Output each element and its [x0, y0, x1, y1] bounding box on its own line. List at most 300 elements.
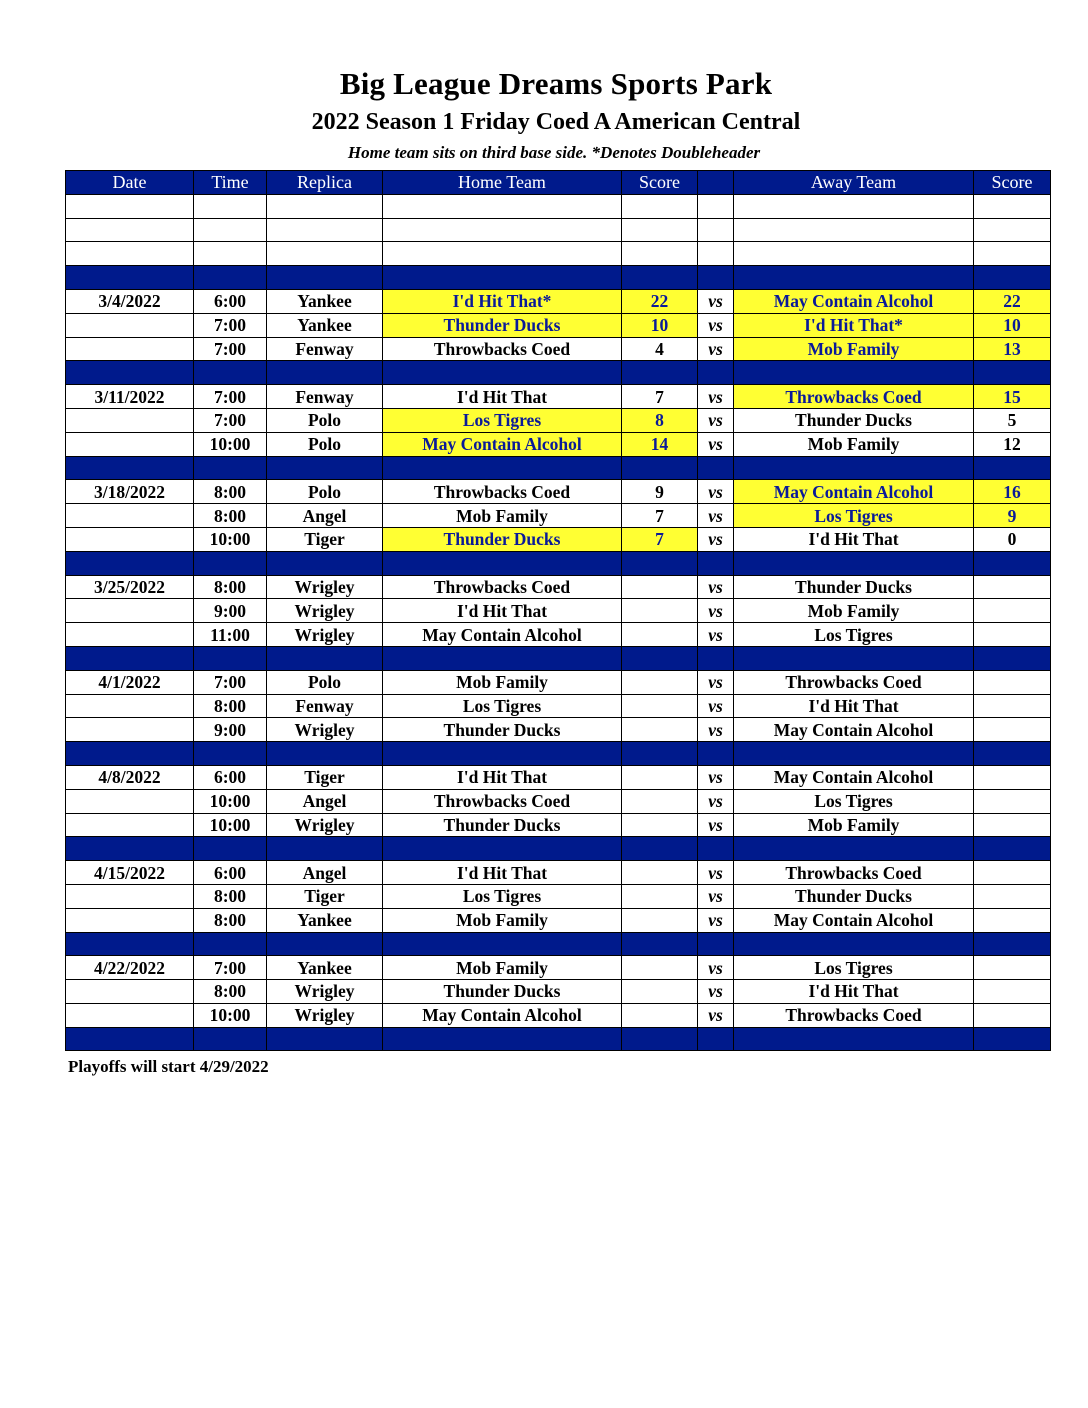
field-name: Yankee: [267, 289, 383, 313]
empty-cell: [194, 218, 267, 242]
empty-cell: [974, 242, 1051, 266]
home-score: [622, 813, 698, 837]
game-time: 6:00: [194, 289, 267, 313]
table-row: [66, 789, 1051, 813]
week-separator-row: [66, 646, 1051, 670]
game-time: 7:00: [194, 313, 267, 337]
empty-cell: [383, 551, 622, 575]
vs-label: vs: [698, 884, 734, 908]
game-date: [66, 599, 194, 623]
away-score: [974, 670, 1051, 694]
home-score: 7: [622, 527, 698, 551]
home-score: 22: [622, 289, 698, 313]
field-name: Polo: [267, 432, 383, 456]
game-date: [66, 408, 194, 432]
game-date: 4/15/2022: [66, 861, 194, 885]
col-header-time: Time: [194, 171, 267, 195]
field-name: Wrigley: [267, 718, 383, 742]
vs-label: vs: [698, 504, 734, 528]
empty-cell: [66, 646, 194, 670]
field-name: Wrigley: [267, 1003, 383, 1027]
page-title: Big League Dreams Sports Park: [339, 66, 773, 101]
game-time: 8:00: [194, 908, 267, 932]
game-date: 4/1/2022: [66, 670, 194, 694]
game-date: 3/4/2022: [66, 289, 194, 313]
week-separator-row: [66, 551, 1051, 575]
empty-cell: [383, 266, 622, 290]
table-row: [66, 385, 1051, 409]
home-team: Thunder Ducks: [383, 313, 622, 337]
empty-cell: [622, 456, 698, 480]
game-time: 10:00: [194, 432, 267, 456]
game-time: 6:00: [194, 861, 267, 885]
vs-label: vs: [698, 789, 734, 813]
away-team: Los Tigres: [734, 956, 974, 980]
home-score: [622, 575, 698, 599]
empty-cell: [383, 194, 622, 218]
away-score: [974, 980, 1051, 1004]
table-row: [66, 575, 1051, 599]
empty-cell: [194, 1027, 267, 1051]
home-team: Thunder Ducks: [383, 813, 622, 837]
empty-cell: [974, 932, 1051, 956]
empty-cell: [974, 456, 1051, 480]
home-score: [622, 670, 698, 694]
field-name: Tiger: [267, 884, 383, 908]
vs-label: vs: [698, 694, 734, 718]
empty-cell: [194, 932, 267, 956]
home-team: Thunder Ducks: [383, 527, 622, 551]
empty-cell: [66, 194, 194, 218]
blank-row: [66, 218, 1051, 242]
table-row: [66, 289, 1051, 313]
empty-cell: [698, 242, 734, 266]
empty-cell: [267, 742, 383, 766]
empty-cell: [974, 266, 1051, 290]
away-team: Thunder Ducks: [734, 408, 974, 432]
empty-cell: [734, 456, 974, 480]
home-score: 9: [622, 480, 698, 504]
col-header-vs: [698, 171, 734, 195]
game-time: 8:00: [194, 504, 267, 528]
col-header-away-score: Score: [974, 171, 1051, 195]
table-row: [66, 908, 1051, 932]
empty-cell: [66, 242, 194, 266]
empty-cell: [974, 361, 1051, 385]
empty-cell: [622, 361, 698, 385]
empty-cell: [698, 266, 734, 290]
away-team: Mob Family: [734, 432, 974, 456]
game-time: 6:00: [194, 765, 267, 789]
empty-cell: [734, 742, 974, 766]
empty-cell: [974, 194, 1051, 218]
home-score: [622, 861, 698, 885]
home-team: I'd Hit That: [383, 599, 622, 623]
empty-cell: [698, 646, 734, 670]
away-team: Thunder Ducks: [734, 575, 974, 599]
empty-cell: [974, 218, 1051, 242]
home-team: I'd Hit That: [383, 861, 622, 885]
empty-cell: [267, 361, 383, 385]
empty-cell: [383, 742, 622, 766]
game-date: [66, 694, 194, 718]
home-score: [622, 765, 698, 789]
game-time: 8:00: [194, 480, 267, 504]
schedule-body: [66, 194, 1051, 1051]
empty-cell: [267, 932, 383, 956]
field-name: Tiger: [267, 527, 383, 551]
away-team: Thunder Ducks: [734, 884, 974, 908]
home-team: I'd Hit That*: [383, 289, 622, 313]
table-row: [66, 765, 1051, 789]
game-time: 8:00: [194, 884, 267, 908]
away-team: Los Tigres: [734, 789, 974, 813]
schedule-table: [65, 170, 1051, 1051]
home-team: Los Tigres: [383, 408, 622, 432]
away-team: Throwbacks Coed: [734, 670, 974, 694]
home-score: 7: [622, 504, 698, 528]
away-team: May Contain Alcohol: [734, 908, 974, 932]
empty-cell: [383, 932, 622, 956]
away-team: Los Tigres: [734, 623, 974, 647]
week-separator-row: [66, 266, 1051, 290]
table-row: [66, 980, 1051, 1004]
empty-cell: [383, 646, 622, 670]
away-team: Mob Family: [734, 599, 974, 623]
schedule-note: Home team sits on third base side. *Denotes Doubleheader: [347, 143, 761, 162]
away-score: [974, 789, 1051, 813]
empty-cell: [66, 837, 194, 861]
game-date: [66, 313, 194, 337]
empty-cell: [267, 194, 383, 218]
away-score: [974, 694, 1051, 718]
empty-cell: [267, 1027, 383, 1051]
away-team: Mob Family: [734, 337, 974, 361]
empty-cell: [66, 551, 194, 575]
game-time: 10:00: [194, 813, 267, 837]
vs-label: vs: [698, 289, 734, 313]
field-name: Polo: [267, 670, 383, 694]
game-date: [66, 980, 194, 1004]
game-date: 3/11/2022: [66, 385, 194, 409]
empty-cell: [698, 456, 734, 480]
home-score: [622, 908, 698, 932]
field-name: Wrigley: [267, 980, 383, 1004]
empty-cell: [734, 242, 974, 266]
field-name: Angel: [267, 861, 383, 885]
home-team: May Contain Alcohol: [383, 623, 622, 647]
field-name: Polo: [267, 408, 383, 432]
game-time: 7:00: [194, 670, 267, 694]
home-score: 4: [622, 337, 698, 361]
empty-cell: [622, 646, 698, 670]
empty-cell: [622, 932, 698, 956]
home-score: [622, 884, 698, 908]
vs-label: vs: [698, 385, 734, 409]
empty-cell: [383, 837, 622, 861]
field-name: Yankee: [267, 956, 383, 980]
empty-cell: [66, 361, 194, 385]
vs-label: vs: [698, 1003, 734, 1027]
empty-cell: [734, 218, 974, 242]
game-time: 10:00: [194, 527, 267, 551]
table-header-row: [66, 171, 1051, 195]
vs-label: vs: [698, 337, 734, 361]
home-team: Throwbacks Coed: [383, 480, 622, 504]
table-row: [66, 313, 1051, 337]
away-score: [974, 813, 1051, 837]
away-score: [974, 718, 1051, 742]
away-team: Throwbacks Coed: [734, 1003, 974, 1027]
home-score: [622, 599, 698, 623]
game-time: 7:00: [194, 385, 267, 409]
week-separator-row: [66, 361, 1051, 385]
game-time: 7:00: [194, 408, 267, 432]
away-team: I'd Hit That: [734, 694, 974, 718]
empty-cell: [383, 1027, 622, 1051]
empty-cell: [194, 837, 267, 861]
week-separator-row: [66, 837, 1051, 861]
empty-cell: [383, 456, 622, 480]
away-team: Throwbacks Coed: [734, 861, 974, 885]
home-score: 10: [622, 313, 698, 337]
game-date: 4/22/2022: [66, 956, 194, 980]
empty-cell: [698, 932, 734, 956]
game-date: 3/25/2022: [66, 575, 194, 599]
empty-cell: [267, 837, 383, 861]
field-name: Fenway: [267, 337, 383, 361]
away-team: Mob Family: [734, 813, 974, 837]
field-name: Polo: [267, 480, 383, 504]
empty-cell: [622, 1027, 698, 1051]
home-score: [622, 694, 698, 718]
empty-cell: [66, 932, 194, 956]
table-row: [66, 956, 1051, 980]
week-separator-row: [66, 932, 1051, 956]
field-name: Yankee: [267, 313, 383, 337]
empty-cell: [622, 218, 698, 242]
empty-cell: [974, 646, 1051, 670]
table-row: [66, 408, 1051, 432]
field-name: Angel: [267, 789, 383, 813]
empty-cell: [267, 646, 383, 670]
empty-cell: [622, 194, 698, 218]
home-score: [622, 789, 698, 813]
home-score: [622, 980, 698, 1004]
game-time: 9:00: [194, 718, 267, 742]
empty-cell: [734, 266, 974, 290]
away-score: [974, 1003, 1051, 1027]
empty-cell: [698, 194, 734, 218]
vs-label: vs: [698, 718, 734, 742]
game-date: [66, 432, 194, 456]
game-time: 10:00: [194, 789, 267, 813]
vs-label: vs: [698, 980, 734, 1004]
table-row: [66, 504, 1051, 528]
game-date: [66, 623, 194, 647]
table-row: [66, 718, 1051, 742]
game-date: [66, 718, 194, 742]
table-row: [66, 694, 1051, 718]
col-header-home-team: Home Team: [383, 171, 622, 195]
game-date: [66, 337, 194, 361]
empty-cell: [698, 551, 734, 575]
col-header-date: Date: [66, 171, 194, 195]
away-team: May Contain Alcohol: [734, 480, 974, 504]
col-header-replica: Replica: [267, 171, 383, 195]
table-row: [66, 480, 1051, 504]
away-score: [974, 623, 1051, 647]
empty-cell: [698, 837, 734, 861]
empty-cell: [622, 742, 698, 766]
vs-label: vs: [698, 527, 734, 551]
away-score: [974, 956, 1051, 980]
away-score: [974, 575, 1051, 599]
away-team: May Contain Alcohol: [734, 765, 974, 789]
away-score: 15: [974, 385, 1051, 409]
week-separator-row: [66, 742, 1051, 766]
empty-cell: [66, 742, 194, 766]
empty-cell: [194, 266, 267, 290]
empty-cell: [734, 551, 974, 575]
field-name: Wrigley: [267, 623, 383, 647]
away-score: 13: [974, 337, 1051, 361]
empty-cell: [267, 242, 383, 266]
field-name: Wrigley: [267, 599, 383, 623]
home-score: [622, 956, 698, 980]
field-name: Wrigley: [267, 575, 383, 599]
empty-cell: [734, 837, 974, 861]
away-score: 16: [974, 480, 1051, 504]
playoffs-note: Playoffs will start 4/29/2022: [68, 1057, 269, 1076]
away-score: 10: [974, 313, 1051, 337]
game-time: 7:00: [194, 956, 267, 980]
away-team: Los Tigres: [734, 504, 974, 528]
vs-label: vs: [698, 861, 734, 885]
home-score: [622, 623, 698, 647]
home-score: [622, 718, 698, 742]
home-team: Mob Family: [383, 908, 622, 932]
away-score: [974, 884, 1051, 908]
empty-cell: [383, 361, 622, 385]
home-team: I'd Hit That: [383, 385, 622, 409]
table-row: [66, 861, 1051, 885]
table-row: [66, 623, 1051, 647]
field-name: Fenway: [267, 694, 383, 718]
game-time: 8:00: [194, 575, 267, 599]
empty-cell: [698, 361, 734, 385]
table-row: [66, 1003, 1051, 1027]
away-score: [974, 861, 1051, 885]
away-score: [974, 765, 1051, 789]
empty-cell: [194, 742, 267, 766]
home-team: Mob Family: [383, 504, 622, 528]
away-score: 12: [974, 432, 1051, 456]
empty-cell: [194, 551, 267, 575]
game-date: 3/18/2022: [66, 480, 194, 504]
home-team: May Contain Alcohol: [383, 1003, 622, 1027]
vs-label: vs: [698, 813, 734, 837]
empty-cell: [734, 646, 974, 670]
game-time: 7:00: [194, 337, 267, 361]
away-score: 9: [974, 504, 1051, 528]
vs-label: vs: [698, 765, 734, 789]
away-score: 5: [974, 408, 1051, 432]
empty-cell: [267, 266, 383, 290]
home-score: 7: [622, 385, 698, 409]
empty-cell: [622, 551, 698, 575]
home-score: 14: [622, 432, 698, 456]
game-time: 10:00: [194, 1003, 267, 1027]
home-team: Throwbacks Coed: [383, 789, 622, 813]
table-row: [66, 337, 1051, 361]
empty-cell: [66, 218, 194, 242]
game-date: [66, 884, 194, 908]
game-date: 4/8/2022: [66, 765, 194, 789]
vs-label: vs: [698, 313, 734, 337]
home-team: Los Tigres: [383, 884, 622, 908]
away-score: 0: [974, 527, 1051, 551]
vs-label: vs: [698, 480, 734, 504]
vs-label: vs: [698, 623, 734, 647]
vs-label: vs: [698, 599, 734, 623]
empty-cell: [66, 456, 194, 480]
home-team: Mob Family: [383, 956, 622, 980]
col-header-away-team: Away Team: [734, 171, 974, 195]
vs-label: vs: [698, 575, 734, 599]
home-team: Throwbacks Coed: [383, 337, 622, 361]
empty-cell: [734, 361, 974, 385]
home-score: [622, 1003, 698, 1027]
home-team: Los Tigres: [383, 694, 622, 718]
empty-cell: [698, 1027, 734, 1051]
away-score: [974, 599, 1051, 623]
empty-cell: [974, 742, 1051, 766]
vs-label: vs: [698, 908, 734, 932]
game-date: [66, 504, 194, 528]
game-time: 9:00: [194, 599, 267, 623]
empty-cell: [267, 218, 383, 242]
empty-cell: [622, 242, 698, 266]
empty-cell: [734, 1027, 974, 1051]
empty-cell: [734, 194, 974, 218]
empty-cell: [267, 551, 383, 575]
week-separator-row: [66, 456, 1051, 480]
table-row: [66, 527, 1051, 551]
field-name: Angel: [267, 504, 383, 528]
away-team: May Contain Alcohol: [734, 289, 974, 313]
game-date: [66, 789, 194, 813]
table-row: [66, 599, 1051, 623]
vs-label: vs: [698, 956, 734, 980]
empty-cell: [383, 218, 622, 242]
field-name: Fenway: [267, 385, 383, 409]
table-row: [66, 884, 1051, 908]
home-team: Throwbacks Coed: [383, 575, 622, 599]
empty-cell: [66, 1027, 194, 1051]
empty-cell: [622, 837, 698, 861]
empty-cell: [698, 218, 734, 242]
vs-label: vs: [698, 432, 734, 456]
empty-cell: [974, 1027, 1051, 1051]
game-time: 8:00: [194, 694, 267, 718]
table-row: [66, 813, 1051, 837]
empty-cell: [66, 266, 194, 290]
empty-cell: [194, 242, 267, 266]
home-team: May Contain Alcohol: [383, 432, 622, 456]
empty-cell: [974, 551, 1051, 575]
table-row: [66, 432, 1051, 456]
